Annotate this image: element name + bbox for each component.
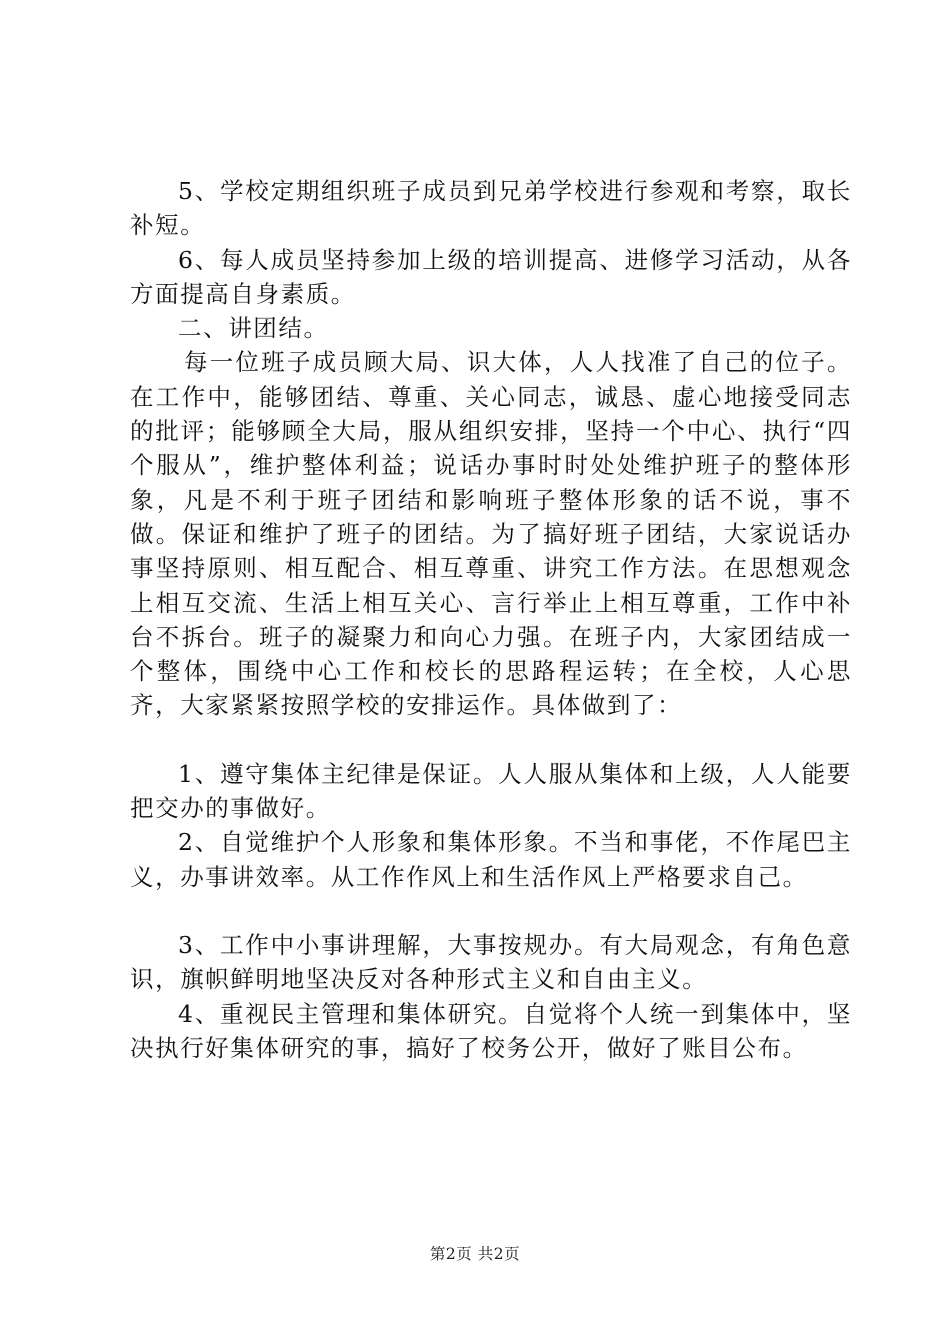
paragraph-item-5: 5、学校定期组织班子成员到兄弟学校进行参观和考察，取长补短。 <box>130 177 852 240</box>
paragraph-unity-body: 每一位班子成员顾大局、识大体，人人找准了自己的位子。在工作中，能够团结、尊重、关心同志，诚恳、虚心地接受同志的批评；能够顾全大局，服从组织安排，坚持一个中心、执行“四个服从”，维护整体利益；说话办事时时处处维护班子的整体形象，凡是不利于班子团结和影响班子整体形象的话不说，事不做。保证和维护了班子的团结。为了搞好班子团结，大家说话办事坚持原则、相互配合、相互尊重、讲究工作方法。在思想观念上相互交流、生活上相互关心、言行举止上相互尊重，工作中补台不拆台。班子的凝聚力和向心力强。在班子内，大家团结成一个整体，围绕中心工作和校长的思路程运转；在全校，人心思齐，大家紧紧按照学校的安排运作。具体做到了： <box>130 348 852 720</box>
paragraph-item-3: 3、工作中小事讲理解，大事按规办。有大局观念，有角色意识，旗帜鲜明地坚决反对各种形式主义和自由主义。 <box>130 930 852 994</box>
paragraph-item-1: 1、遵守集体主纪律是保证。人人服从集体和上级，人人能要把交办的事做好。 <box>130 759 852 823</box>
document-body <box>130 174 852 1065</box>
paragraph-item-2: 2、自觉维护个人形象和集体形象。不当和事佬，不作尾巴主义，办事讲效率。从工作作风上和生活作风上严格要求自己。 <box>130 828 852 891</box>
paragraph-gap <box>130 723 852 757</box>
page-number-footer: 第2页 共2页 <box>429 1245 521 1263</box>
paragraph-item-4: 4、重视民主管理和集体研究。自觉将个人统一到集体中，坚决执行好集体研究的事，搞好了校务公开，做好了账目公布。 <box>130 999 852 1062</box>
paragraph-item-6: 6、每人成员坚持参加上级的培训提高、进修学习活动，从各方面提高自身素质。 <box>130 245 852 308</box>
paragraph-gap <box>130 894 852 928</box>
section-heading-unity: 二、讲团结。 <box>178 314 329 343</box>
